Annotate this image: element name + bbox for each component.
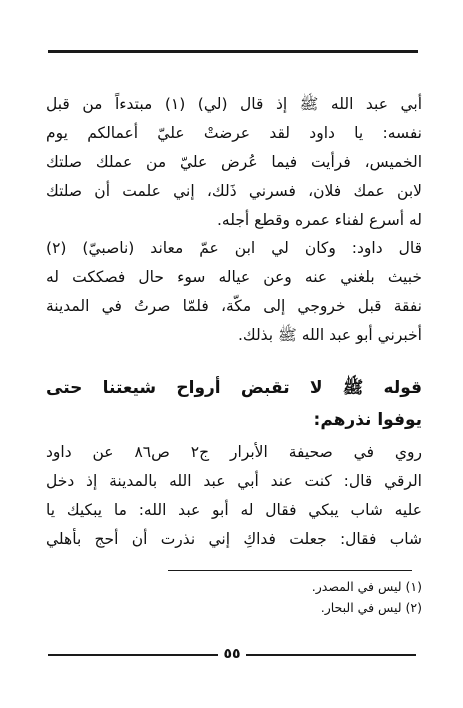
paragraph-3-line: الرقي قال: كنت عند أبي عبد الله بالمدينة إذ دخل: [46, 472, 422, 490]
paragraph-1-line: لابن عمك فلان، فسرني ذَلك، إني علمت أن صلتك: [46, 182, 422, 200]
paragraph-2-line: أخبرني أبو عبد الله ﷺ بذلك.: [237, 326, 422, 344]
paragraph-2-line: قال داود: وكان لي ابن عمّ معاند (ناصبيّ) (٢): [46, 239, 422, 257]
top-rule: [48, 50, 418, 53]
footnote-1: (١) ليس في المصدر.: [311, 579, 422, 594]
paragraph-3-line: روي في صحيفة الأبرار ج٢ ص٨٦ عن داود: [46, 443, 422, 461]
paragraph-2-line: نفقة قبل خروجي إلى مكّة، فلمّا صرتُ في المدينة: [46, 297, 422, 315]
paragraph-1-line: له أسرع لفناء عمره وقطع أجله.: [216, 211, 422, 229]
paragraph-2-line: خبيث بلغني عنه وعن عياله سوء حال فصككت له: [46, 268, 422, 286]
paragraph-2: [46, 234, 422, 350]
footnotes: [46, 576, 422, 618]
page-number: ٥٥: [223, 646, 241, 662]
footnote-separator: [168, 570, 412, 571]
footnote-2: (٢) ليس في البحار.: [320, 600, 422, 615]
paragraph-1: [46, 90, 422, 235]
section-heading-line: قوله ﷺ لا تقبض أرواح شيعتنا حتى: [46, 378, 422, 398]
paragraph-1-line: الخميس، فرأيت فيما عُرض عليّ من عملك صلتك: [46, 153, 422, 171]
paragraph-1-line: أبي عبد الله ﷺ إذ قال (لي) (١) مبتدءاً من قبل: [46, 95, 422, 113]
paragraph-3: [46, 438, 422, 554]
bottom-rule-left: [48, 654, 218, 656]
paragraph-3-line: شاب فقال: جعلت فداكِ إني نذرت أن أحج بأهلي: [46, 530, 422, 548]
paragraph-3-line: عليه شاب يبكي فقال له أبو عبد الله: ما يبكيك يا: [46, 501, 422, 519]
paragraph-1-line: نفسه: يا داود لقد عرضتْ عليّ أعمالكم يوم: [46, 124, 422, 142]
section-heading: [46, 372, 422, 436]
bottom-rule-right: [246, 654, 416, 656]
section-heading-line: يوفوا نذرهم:: [313, 410, 422, 430]
